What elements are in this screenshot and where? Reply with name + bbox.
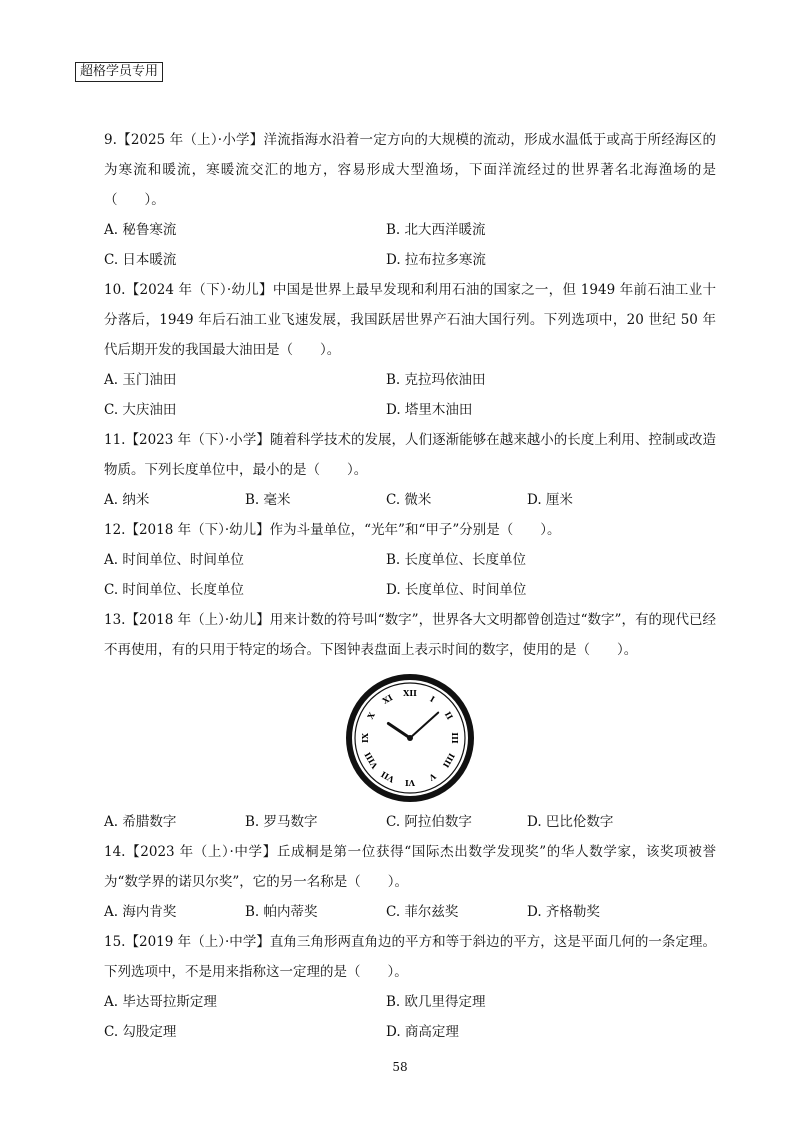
- option-c: C. 时间单位、长度单位: [104, 582, 244, 598]
- option-b: B. 帕内蒂奖: [245, 904, 318, 920]
- option-b: B. 欧几里得定理: [386, 994, 486, 1010]
- clock-numeral: XII: [403, 688, 417, 698]
- clock-numeral: I: [428, 693, 437, 705]
- options-row: [104, 1017, 716, 1047]
- options-row: [104, 395, 716, 425]
- header-tag: 超格学员专用: [75, 62, 163, 82]
- clock-numeral: VI: [405, 778, 415, 788]
- option-a: A. 海内肯奖: [104, 904, 177, 920]
- options-row: [104, 215, 716, 245]
- option-b: B. 长度单位、长度单位: [386, 552, 527, 568]
- clock-numeral: IX: [360, 733, 370, 743]
- option-a: A. 希腊数字: [104, 814, 177, 830]
- question-12: 12.【2018 年（下）·幼儿】作为斗量单位，“光年”和“甲子”分别是（ ）。: [104, 522, 561, 538]
- option-d: D. 商高定理: [386, 1024, 459, 1040]
- clock-numeral: VII: [379, 769, 396, 785]
- question-15: 15.【2019 年（上）·中学】直角三角形两直角边的平方和等于斜边的平方，这是平面几何的一条定理。下列选项中，不是用来指称这一定理的是（ ）。: [104, 934, 716, 980]
- clock-numeral: II: [442, 709, 456, 722]
- option-c: C. 菲尔兹奖: [386, 904, 459, 920]
- question-list: [104, 125, 716, 1047]
- option-c: C. 日本暖流: [104, 252, 177, 268]
- options-row: [104, 575, 716, 605]
- page-number: 58: [392, 1060, 408, 1074]
- option-d: D. 厘米: [527, 492, 573, 508]
- option-a: A. 毕达哥拉斯定理: [104, 994, 217, 1010]
- options-row: [104, 365, 716, 395]
- clock-numeral: V: [427, 771, 438, 783]
- question-11: 11.【2023 年（下）·小学】随着科学技术的发展，人们逐渐能够在越来越小的长度上利用、控制或改造物质。下列长度单位中，最小的是（ ）。: [104, 432, 716, 478]
- clock-numeral: III: [450, 732, 460, 744]
- option-d: D. 巴比伦数字: [527, 814, 614, 830]
- options-row: [104, 897, 716, 927]
- option-c: C. 大庆油田: [104, 402, 177, 418]
- option-c: C. 微米: [386, 492, 432, 508]
- option-d: D. 长度单位、时间单位: [386, 582, 527, 598]
- clock-numeral: IIII: [440, 751, 458, 770]
- options-row: [104, 807, 716, 837]
- option-d: D. 齐格勒奖: [527, 904, 600, 920]
- option-b: B. 北大西洋暖流: [386, 222, 486, 238]
- options-row: [104, 245, 716, 275]
- clock-numeral: VIII: [362, 750, 380, 771]
- option-c: C. 勾股定理: [104, 1024, 177, 1040]
- option-d: D. 塔里木油田: [386, 402, 473, 418]
- clock-numeral: XI: [380, 692, 395, 706]
- option-b: B. 毫米: [245, 492, 291, 508]
- option-a: A. 纳米: [104, 492, 150, 508]
- options-row: [104, 545, 716, 575]
- option-b: B. 罗马数字: [245, 814, 318, 830]
- options-row: [104, 987, 716, 1017]
- question-9: 9.【2025 年（上）·小学】洋流指海水沿着一定方向的大规模的流动，形成水温低于或高于所经海区的为寒流和暖流，寒暖流交汇的地方，容易形成大型渔场，下面洋流经过的世界著名北海渔场的是（ ）。: [104, 132, 716, 208]
- question-14: 14.【2023 年（上）·中学】丘成桐是第一位获得“国际杰出数学发现奖”的华人数学家，该奖项被誉为“数学界的诺贝尔奖”，它的另一名称是（ ）。: [104, 844, 716, 890]
- option-a: A. 时间单位、时间单位: [104, 552, 244, 568]
- option-c: C. 阿拉伯数字: [386, 814, 472, 830]
- clock-figure: [104, 673, 716, 803]
- clock-icon: [345, 673, 475, 803]
- option-d: D. 拉布拉多寒流: [386, 252, 486, 268]
- clock-numeral: X: [365, 710, 377, 721]
- question-10: 10.【2024 年（下）·幼儿】中国是世界上最早发现和利用石油的国家之一，但 1949 年前石油工业十分落后，1949 年后石油工业飞速发展，我国跃居世界产石油大国行列。下列选项中，20 世纪 50 年代后期开发的我国最大油田是（ ）。: [104, 282, 716, 358]
- options-row: [104, 485, 716, 515]
- question-13: 13.【2018 年（上）·幼儿】用来计数的符号叫“数字”，世界各大文明都曾创造过“数字”，有的现代已经不再使用，有的只用于特定的场合。下图钟表盘面上表示时间的数字，使用的是（ ）。: [104, 612, 716, 658]
- option-a: A. 玉门油田: [104, 372, 177, 388]
- option-b: B. 克拉玛依油田: [386, 372, 486, 388]
- clock-center: [407, 735, 413, 741]
- option-a: A. 秘鲁寒流: [104, 222, 177, 238]
